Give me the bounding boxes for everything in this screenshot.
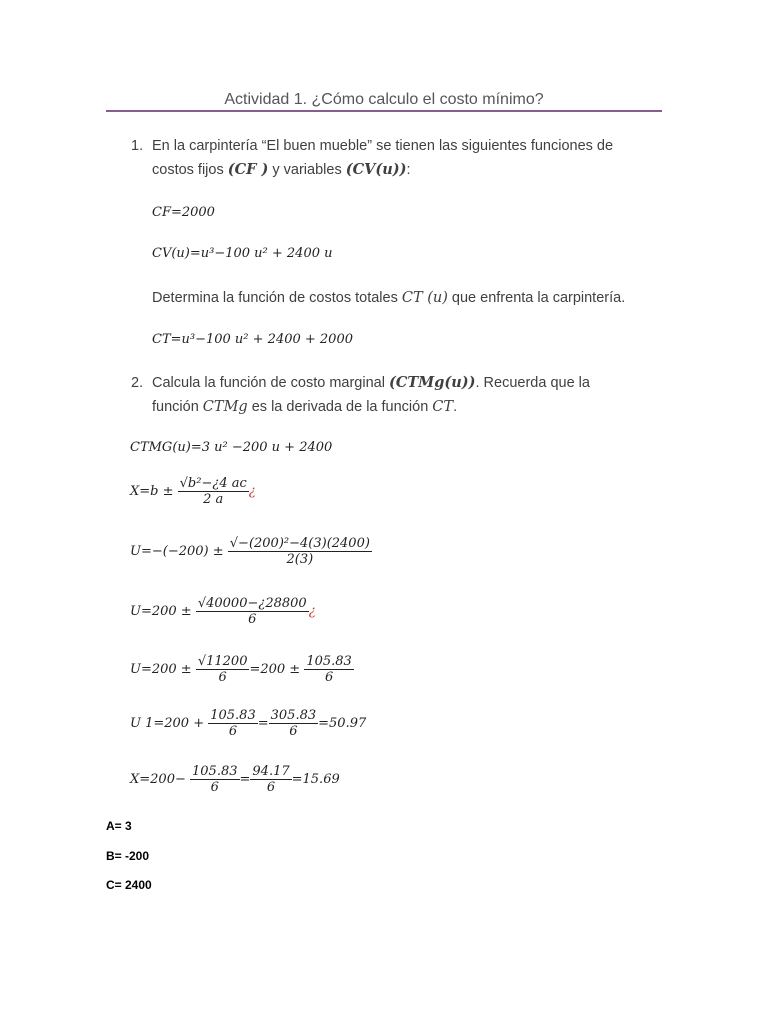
u3-mid: =200 ±: [249, 662, 301, 677]
ct-equation: CT=u³−100 u² + 2400 + 2000: [152, 332, 353, 347]
q2-line2-c: .: [453, 399, 458, 415]
red-mark: ¿: [248, 484, 256, 499]
q1-line1: En la carpintería “El buen mueble” se tienen las siguientes funciones de: [152, 138, 614, 154]
x2-fraction: [190, 764, 240, 795]
q1-prompt-a: Determina la función de costos totales: [152, 290, 402, 306]
q2-line2: [152, 395, 457, 419]
coef-b: B= -200: [106, 849, 150, 863]
u3-denominator: 6: [218, 670, 227, 685]
u2-numerator: √40000−¿28800: [197, 596, 307, 611]
cf-equation: CF=2000: [152, 205, 215, 220]
u2-fraction: [196, 596, 309, 627]
x2-denominator: 6: [210, 780, 219, 795]
x2-equals: =: [239, 772, 251, 787]
q2-line1-a: Calcula la función de costo marginal: [152, 375, 389, 391]
q1-line2: [152, 158, 411, 182]
q2-ctmg-label: (CTMg(u)): [388, 374, 476, 391]
page-title: Actividad 1. ¿Cómo calculo el costo mínimo?: [224, 91, 544, 108]
x-numerator: √b²−¿4 ac: [179, 476, 247, 491]
u4-fraction: [208, 708, 258, 739]
x2-numerator-2: 94.17: [252, 764, 290, 779]
coef-c: C= 2400: [106, 878, 152, 892]
q2-line2-b: es la derivada de la función: [247, 399, 433, 415]
x-denominator: 2 a: [203, 492, 224, 507]
u3-denominator-2: 6: [324, 670, 334, 685]
u2-denominator: 6: [248, 612, 257, 627]
u1-result-equation: [130, 708, 366, 739]
q1-cf-label: (CF ): [227, 161, 269, 178]
u3-numerator-2: 105.83: [306, 654, 352, 669]
q2-ct-italic: CT: [432, 399, 454, 415]
u-equation-2: [130, 596, 316, 627]
title-underline: [106, 110, 662, 112]
u4-lhs: U 1=200 +: [130, 716, 205, 731]
q1-prompt-b: que enfrenta la carpintería.: [447, 290, 626, 306]
x2-denominator-2: 6: [266, 780, 276, 795]
u4-denominator: 6: [228, 724, 238, 739]
u3-fraction: [196, 654, 250, 685]
u1-numerator: √−(200)²−4(3)(2400): [229, 536, 370, 551]
q1-prompt: [152, 286, 625, 310]
u4-numerator-2: 305.83: [270, 708, 317, 723]
cv-equation: CV(u)=u³−100 u² + 2400 u: [152, 246, 333, 261]
u4-numerator: 105.83: [210, 708, 256, 723]
u4-equals: =: [257, 716, 269, 731]
u3-numerator: √11200: [197, 654, 248, 669]
u1-fraction: [228, 536, 372, 567]
u4-result: =50.97: [318, 716, 367, 731]
u3-lhs: U=200 ±: [130, 662, 192, 677]
u1-denominator: 2(3): [286, 552, 314, 567]
q1-cv-label: (CV(u)): [345, 161, 407, 178]
q2-ctmg-italic: CTMg: [202, 399, 248, 415]
ctmg-equation: CTMG(u)=3 u² −200 u + 2400: [130, 440, 333, 455]
x-result-equation: [130, 764, 340, 795]
u4-fraction-2: [269, 708, 319, 739]
u3-fraction-2: [304, 654, 354, 685]
coef-a: A= 3: [106, 819, 132, 833]
u1-lhs: U=−(−200) ±: [130, 544, 224, 559]
x2-fraction-2: [250, 764, 291, 795]
q2-line1-b: . Recuerda que la: [475, 375, 590, 391]
q1-line2-a: costos fijos: [152, 162, 228, 178]
u4-denominator-2: 6: [289, 724, 298, 739]
u-equation-1: [130, 536, 372, 567]
x2-numerator: 105.83: [192, 764, 238, 779]
q1-number: 1.: [131, 138, 144, 154]
x-fraction: [178, 476, 249, 507]
quadratic-formula: [130, 476, 256, 507]
q2-line1: [152, 371, 590, 395]
x2-result: =15.69: [291, 772, 340, 787]
q2-number: 2.: [131, 375, 144, 391]
q1-line2-b: y variables: [268, 162, 346, 178]
u2-lhs: U=200 ±: [130, 604, 192, 619]
q2-line2-a: función: [152, 399, 203, 415]
red-mark-2: ¿: [308, 604, 316, 619]
x-lhs: X=b ±: [130, 484, 174, 499]
x2-lhs: X=200−: [130, 772, 186, 787]
q1-prompt-ct: CT (u): [401, 290, 448, 306]
u-equation-3: [130, 654, 354, 685]
q1-line2-c: :: [406, 162, 411, 178]
